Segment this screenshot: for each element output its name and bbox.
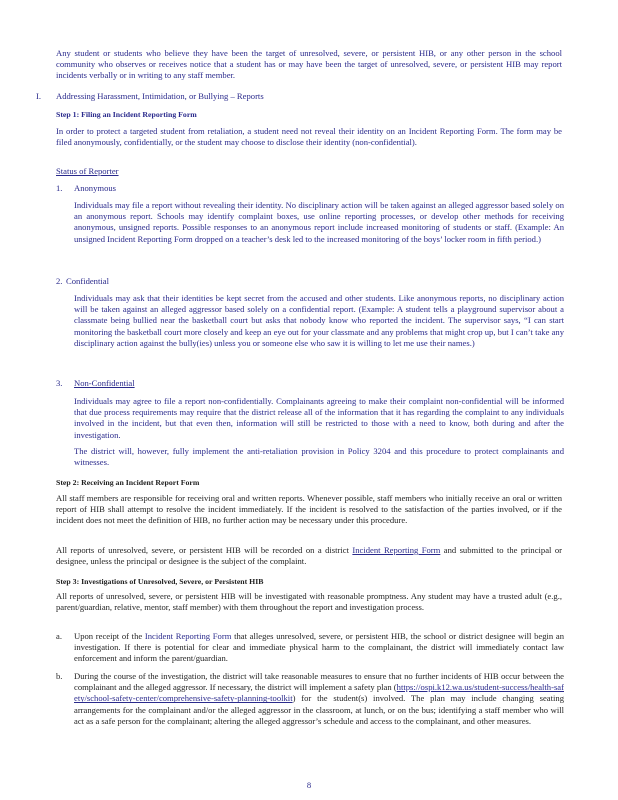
- reporter-type-label: Anonymous: [74, 183, 117, 193]
- step3-heading: Step 3: Investigations of Unresolved, Severe, or Persistent HIB: [56, 577, 264, 586]
- reporter-type-number: 1.: [56, 183, 63, 193]
- step2-paragraph: All staff members are responsible for receiving oral and written reports. Whenever possible, staff members who initially receive an oral or written report of HIB shall attempt to resolve the incident immediately. If the incident is resolved to the satisfaction of the parties involved, or if the incident does not meet the definition of HIB, no further action may be necessary under this procedure.: [56, 493, 562, 526]
- reporter-type-number: 2.: [56, 276, 63, 286]
- intro-paragraph: Any student or students who believe they have been the target of unresolved, severe, or persistent HIB, or any other person in the school community who observes or receives notice that a student has or may have been the target of unresolved, severe, or persistent HIB may report incidents verbally or in writing to any staff member.: [56, 48, 562, 81]
- reporter-type-label: Confidential: [66, 276, 109, 286]
- reporter-type-number: 3.: [56, 378, 63, 388]
- text-run: ) for the student(s) involved. The plan may include changing seating arrangements for the complainant and/or the alleged aggressor in the classroom, at lunch, or on the bus; identifying a staff member who will act as a safe person for the complainant; altering the alleged aggressor’s schedule and access to the complainant, and other measures.: [74, 693, 564, 726]
- text-run: that alleges unresolved, severe, or persistent HIB, the school or district designee will begin an investigation. If there is potential for clear and immediate physical harm to the complainant, the district will immediately contact law enforcement and inform the parent/guardian.: [74, 631, 564, 664]
- section-marker: I.: [36, 91, 42, 101]
- safety-planning-toolkit-link[interactable]: https://ospi.k12.wa.us/student-success/health-safety/school-safety-center/comprehensive-safety-planning-toolkit: [74, 682, 564, 704]
- status-of-reporter-label: Status of Reporter: [56, 166, 119, 176]
- step3-paragraph: All reports of unresolved, severe, or persistent HIB will be investigated with reasonable promptness. Any student may have a trusted adult (e.g., parent/guardian, relative, mentor, staff member) with them throughout the report and investigation process.: [56, 591, 562, 613]
- item-marker: a.: [56, 631, 62, 641]
- item-marker: b.: [56, 671, 63, 681]
- reporter-type-label: Non-Confidential: [74, 378, 135, 388]
- incident-reporting-form-link[interactable]: Incident Reporting Form: [352, 545, 441, 555]
- anonymous-description: Individuals may file a report without revealing their identity. No disciplinary action will be taken against an alleged aggressor based solely on an anonymous report. Schools may identify complaint boxes, use online reporting processes, or develop other methods for receiving anonymous, unsigned reports. Possible responses to an anonymous report include increased monitoring of students or staff. (Example: An unsigned Incident Reporting Form dropped on a teacher’s desk led to the increased monitoring of the boys’ locker room in fifth period.): [74, 200, 564, 244]
- investigation-item-a: [74, 631, 564, 665]
- incident-reporting-form-link[interactable]: Incident Reporting Form: [144, 631, 232, 641]
- text-run: and submitted to the principal or designee, unless the principal or designee is the subject of the complaint.: [56, 545, 562, 567]
- step2-recording-paragraph: [56, 545, 562, 567]
- step2-heading: Step 2: Receiving an Incident Report Form: [56, 478, 200, 487]
- text-run: During the course of the investigation, the district will take reasonable measures to ensure that no further incidents of HIB occur between the complainant and the alleged aggressor. If necessary, the district will implement a safety plan (: [74, 671, 564, 693]
- non-confidential-description: Individuals may agree to file a report non-confidentially. Complainants agreeing to make their complaint non-confidential will be informed that due process requirements may require that the district release all of the information that it has regarding the complaint to any individuals involved in the incident, but that even then, information will still be restricted to those with a need to know, both during and after the investigation.: [74, 396, 564, 440]
- section-title: Addressing Harassment, Intimidation, or Bullying – Reports: [56, 91, 264, 101]
- text-run: Upon receipt of the: [74, 631, 145, 641]
- investigation-item-b: [74, 671, 564, 727]
- step1-paragraph: In order to protect a targeted student from retaliation, a student need not reveal their identity on an Incident Reporting Form. The form may be filed anonymously, confidentially, or the student may choose to disclose their identity (non-confidential).: [56, 126, 562, 148]
- page-number: 8: [306, 780, 312, 790]
- text-run: All reports of unresolved, severe, or persistent HIB will be recorded on a district: [56, 545, 353, 555]
- anti-retaliation-note: The district will, however, fully implement the anti-retaliation provision in Policy 3204 and this procedure to protect complainants and witnesses.: [74, 446, 564, 468]
- step1-heading: Step 1: Filing an Incident Reporting Form: [56, 110, 197, 119]
- confidential-description: Individuals may ask that their identities be kept secret from the accused and other students. Like anonymous reports, no disciplinary action will be taken against an alleged aggressor based solely on a confidential report. (Example: A student tells a playground supervisor about a classmate being bullied near the basketball court but asks that nobody know who reported the incident. The supervisor says, “I can start monitoring the basketball court more closely and keep an eye out for your classmate and any problems that might crop up, but I can’t take any disciplinary action against the bully(ies) unless you or someone else who saw it is willing to let me use their names.): [74, 293, 564, 348]
